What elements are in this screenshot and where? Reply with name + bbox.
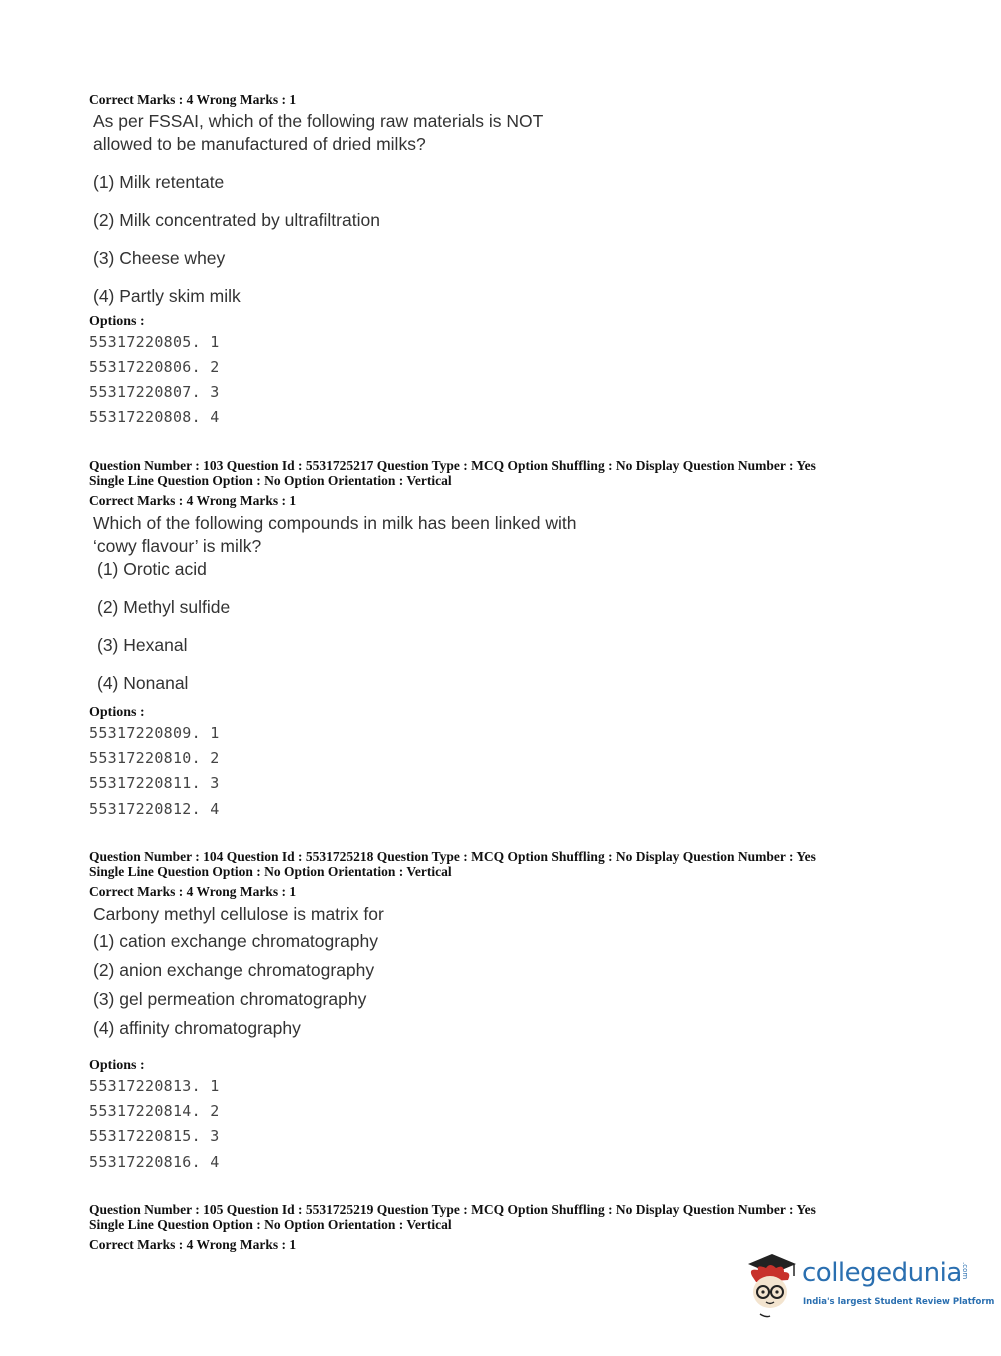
q103-choice-1: (1) Orotic acid (97, 559, 207, 579)
q102-choice-4: (4) Partly skim milk (93, 286, 241, 306)
q105-marks: Correct Marks : 4 Wrong Marks : 1 (89, 1237, 297, 1252)
q104-choice-4: (4) affinity chromatography (93, 1018, 301, 1038)
q104-options-label: Options : (89, 1058, 145, 1073)
q104-choice-1: (1) cation exchange chromatography (93, 931, 379, 951)
mascot-icon (742, 1250, 802, 1320)
q103-text-line1: Which of the following compounds in milk has been linked with (93, 513, 577, 533)
q104-header-line2: Single Line Question Option : No Option Orientation : Vertical (89, 864, 452, 879)
q104-option-id-3: 55317220815. 3 (89, 1127, 220, 1145)
q104-text-line1: Carbony methyl cellulose is matrix for (93, 904, 384, 924)
q102-option-id-3: 55317220807. 3 (89, 383, 220, 401)
q102-option-id-4: 55317220808. 4 (89, 408, 220, 426)
q104-choice-3: (3) gel permeation chromatography (93, 989, 367, 1009)
q104-marks: Correct Marks : 4 Wrong Marks : 1 (89, 884, 297, 899)
q104-header-line1: Question Number : 104 Question Id : 5531725218 Question Type : MCQ Option Shuffling : No Display Question Number : Yes (89, 849, 816, 864)
q102-text-line1: As per FSSAI, which of the following raw materials is NOT (93, 111, 544, 131)
q103-choice-3: (3) Hexanal (97, 635, 188, 655)
q102-marks: Correct Marks : 4 Wrong Marks : 1 (89, 92, 297, 107)
q103-options-label: Options : (89, 705, 145, 720)
q103-marks: Correct Marks : 4 Wrong Marks : 1 (89, 493, 297, 508)
q103-header-line2: Single Line Question Option : No Option Orientation : Vertical (89, 473, 452, 488)
q104-option-id-4: 55317220816. 4 (89, 1153, 220, 1171)
q102-choice-1: (1) Milk retentate (93, 172, 225, 192)
q102-option-id-2: 55317220806. 2 (89, 358, 220, 376)
collegedunia-logo (742, 1250, 995, 1320)
q104-choice-2: (2) anion exchange chromatography (93, 960, 375, 980)
q102-options-label: Options : (89, 314, 145, 329)
logo-tagline: India's largest Student Review Platform (803, 1297, 995, 1307)
q105-header-line2: Single Line Question Option : No Option Orientation : Vertical (89, 1217, 452, 1232)
q103-choice-4: (4) Nonanal (97, 673, 189, 693)
logo-com-suffix: .com (961, 1262, 969, 1280)
q104-option-id-2: 55317220814. 2 (89, 1102, 220, 1120)
q103-header-line1: Question Number : 103 Question Id : 5531725217 Question Type : MCQ Option Shuffling : No Display Question Number : Yes (89, 458, 816, 473)
q102-text-line2: allowed to be manufactured of dried milks? (93, 134, 426, 154)
q102-choice-3: (3) Cheese whey (93, 248, 226, 268)
q103-option-id-4: 55317220812. 4 (89, 800, 220, 818)
q103-choice-2: (2) Methyl sulfide (97, 597, 231, 617)
logo-wordmark: collegedunia (802, 1258, 962, 1288)
q104-option-id-1: 55317220813. 1 (89, 1077, 220, 1095)
q103-option-id-3: 55317220811. 3 (89, 774, 220, 792)
q102-option-id-1: 55317220805. 1 (89, 333, 220, 351)
q105-header-line1: Question Number : 105 Question Id : 5531725219 Question Type : MCQ Option Shuffling : No Display Question Number : Yes (89, 1202, 816, 1217)
q103-text-line2: ‘cowy flavour’ is milk? (93, 536, 262, 556)
q103-option-id-1: 55317220809. 1 (89, 724, 220, 742)
q103-option-id-2: 55317220810. 2 (89, 749, 220, 767)
q102-choice-2: (2) Milk concentrated by ultrafiltration (93, 210, 380, 230)
